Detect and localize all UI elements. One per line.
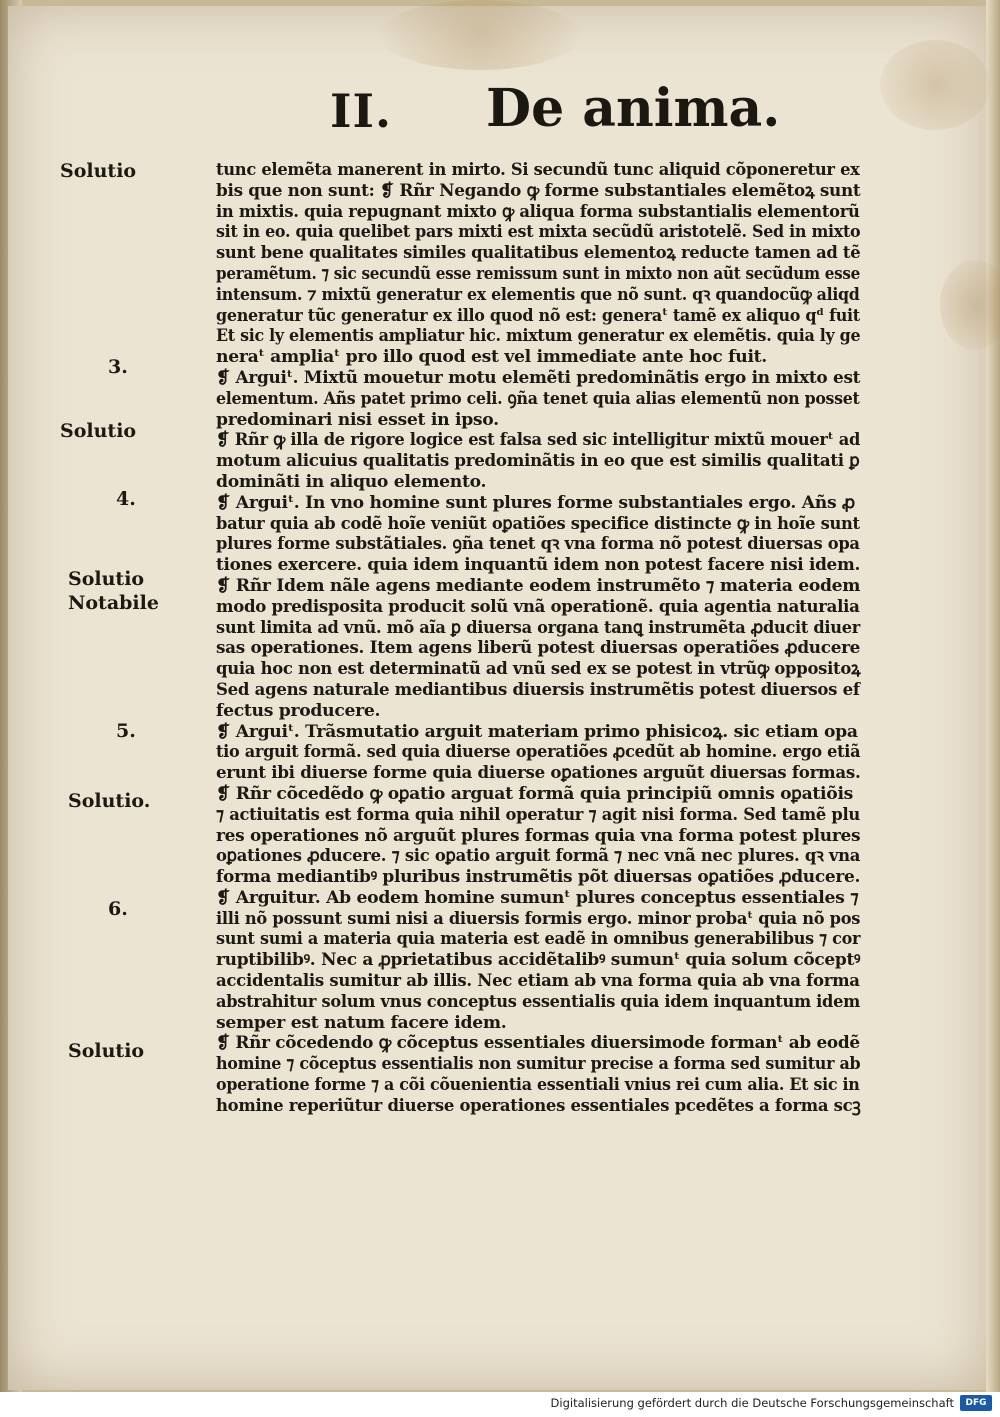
funding-credit: Digitalisierung gefördert durch die Deutsche Forschungsgemeinschaft xyxy=(550,1396,954,1410)
page-number: II. xyxy=(330,84,393,138)
marginal-note: 5. xyxy=(116,720,136,742)
text-line: tunc elemẽta manerent in mirto. Si secundũ tunc aliquid cõponeretur ex xyxy=(216,160,860,180)
text-line: tio arguit formã. sed quia diuerse operatiões ꝓcedũt ab homine. ergo etiã xyxy=(216,742,861,763)
text-line: generatur tũc generatur ex illo quod nõ est: generaᵗ tamẽ ex aliquo qᵈ fuit xyxy=(216,305,860,326)
text-line: dominãti in aliquo elemento. xyxy=(216,471,487,492)
body-text xyxy=(216,160,860,1117)
marginal-note: Notabile xyxy=(68,592,159,614)
text-line: quia hoc non est determinatũ ad vnũ sed ex se potest in vtrũꝙ oppositoꝝ xyxy=(216,659,861,680)
page-header xyxy=(0,78,1000,148)
marginal-note: 6. xyxy=(108,898,128,920)
text-line: sunt bene qualitates similes qualitatibus elementoꝝ reducte tamen ad tẽ xyxy=(216,243,861,264)
text-line: ❡ Rñr cõcedẽdo ꝙ oꝑatio arguat formã quia principiũ omnis oꝑatiõis xyxy=(216,783,854,804)
text-line: predominari nisi esset in ipso. xyxy=(216,409,499,430)
marginal-note: Solutio xyxy=(60,420,137,442)
text-line: ❡ Rñr Idem nãle agens mediante eodem instrumẽto ⁊ materia eodem xyxy=(216,575,861,596)
text-line: tiones exercere. quia idem inquantũ idem non potest facere nisi idem. xyxy=(216,555,861,576)
text-line: homine ⁊ cõceptus essentialis non sumitur precise a forma sed sumitur ab xyxy=(216,1054,861,1075)
text-line: semper est natum facere idem. xyxy=(216,1012,507,1033)
marginal-note: Solutio xyxy=(68,1040,145,1062)
text-line: sas operationes. Item agens liberũ potest diuersas operatiões ꝓducere xyxy=(216,638,861,659)
text-line: intensum. ⁊ mixtũ generatur ex elementis que nõ sunt. qꝛ quandocũꝙ aliqd xyxy=(216,284,860,305)
text-line: ❡ Rñr ꝙ illa de rigore logice est falsa sed sic intelligitur mixtũ mouerᵗ ad xyxy=(216,430,861,451)
text-line: bis que non sunt: ❡ Rñr Negando ꝙ forme substantiales elemẽtoꝝ sunt xyxy=(216,180,861,201)
text-line: sunt sumi a materia quia materia est eadẽ in omnibus generabilibus ⁊ cor xyxy=(216,929,861,950)
text-line: in mixtis. quia repugnant mixto ꝙ aliqua forma substantialis elementorũ xyxy=(216,201,860,222)
marginal-note: Solutio xyxy=(60,160,137,182)
text-line: homine reperiũtur diuerse operationes essentiales pcedẽtes a forma scꝫ xyxy=(216,1095,861,1116)
text-line: res operationes nõ arguũt plures formas quia vna forma potest plures xyxy=(216,825,861,846)
text-line: plures forme substãtiales. ꝯña tenet qꝛ vna forma nõ potest diuersas opa xyxy=(216,534,860,555)
text-line: Sed agens naturale mediantibus diuersis instrumẽtis potest diuersos ef xyxy=(216,679,860,700)
text-line: ❡ Arguiᵗ. Mixtũ mouetur motu elemẽti predominãtis ergo in mixto est xyxy=(216,367,861,388)
text-line: elementum. Añs patet primo celi. ꝯña tenet quia alias elementũ non posset xyxy=(216,388,860,409)
marginal-note: Solutio. xyxy=(68,790,151,812)
digitization-footer xyxy=(0,1392,1000,1417)
page-right-edge xyxy=(986,0,1000,1392)
text-line: sit in eo. quia quelibet pars mixti est mixta secũdũ aristotelẽ. Sed in mixto xyxy=(216,222,861,243)
text-line: accidentalis sumitur ab illis. Nec etiam ab vna forma quia ab vna forma xyxy=(216,971,860,992)
text-line: sunt limita ad vnũ. mõ aĩa ꝑ diuersa organa tanꝗ instrumẽta ꝓducit diuer xyxy=(216,617,860,638)
text-line: ruptibilibꝰ. Nec a ꝓprietatibus accidẽtalibꝰ sumunᵗ quia solum cõceptꝰ xyxy=(216,950,861,971)
text-line: peramẽtum. ⁊ sic secundũ esse remissum sunt in mixto non aũt secũdum esse xyxy=(216,263,861,284)
text-line: abstrahitur solum vnus conceptus essentialis quia idem inquantum idem xyxy=(216,991,860,1012)
text-line: forma mediantibꝰ pluribus instrumẽtis põt diuersas oꝑatiões ꝓducere. xyxy=(216,867,861,888)
text-line: motum alicuius qualitatis predominãtis in eo que est similis qualitati ꝑ xyxy=(216,451,860,472)
text-line: operatione forme ⁊ a cõi cõuenientia essentiali vnius rei cum alia. Et sic in xyxy=(216,1075,860,1096)
running-title: De anima. xyxy=(486,78,781,139)
text-line: neraᵗ ampliaᵗ pro illo quod est vel immediate ante hoc fuit. xyxy=(216,347,767,368)
text-line: ❡ Arguiᵗ. In vno homine sunt plures forme substantiales ergo. Añs ꝓ xyxy=(216,492,856,513)
marginal-note: 3. xyxy=(108,356,128,378)
text-line: ❡ Arguiᵗ. Trãsmutatio arguit materiam primo phisicoꝝ. sic etiam opa xyxy=(216,721,858,742)
text-line: erunt ibi diuerse forme quia diuerse oꝑationes arguũt diuersas formas. xyxy=(216,763,861,784)
text-line: ❡ Arguitur. Ab eodem homine sumunᵗ plures conceptus essentiales ⁊ xyxy=(216,887,859,908)
text-line: fectus producere. xyxy=(216,700,381,721)
text-line: Et sic ly elementis ampliatur hic. mixtum generatur ex elemẽtis. quia ly ge xyxy=(216,326,861,347)
text-line: illi nõ possunt sumi nisi a diuersis formis ergo. minor probaᵗ quia nõ pos xyxy=(216,908,861,929)
text-line: ❡ Rñr cõcedendo ꝙ cõceptus essentiales diuersimode formanᵗ ab eodẽ xyxy=(216,1033,860,1054)
text-line: batur quia ab codẽ hoĩe veniũt oꝑatiões specifice distincte ꝙ in hoĩe sunt xyxy=(216,513,860,534)
text-line: oꝑationes ꝓducere. ⁊ sic oꝑatio arguit formã ⁊ nec vnã nec plures. qꝛ vna xyxy=(216,846,861,867)
text-line: modo predisposita producit solũ vnã operationẽ. quia agentia naturalia xyxy=(216,596,860,617)
marginal-note: Solutio xyxy=(68,568,145,590)
paper-stain xyxy=(380,0,580,70)
marginal-note: 4. xyxy=(116,488,136,510)
dfg-logo: DFG xyxy=(960,1395,992,1411)
text-line: ⁊ actiuitatis est forma quia nihil operatur ⁊ agit nisi forma. Sed tamẽ plu xyxy=(216,804,861,825)
